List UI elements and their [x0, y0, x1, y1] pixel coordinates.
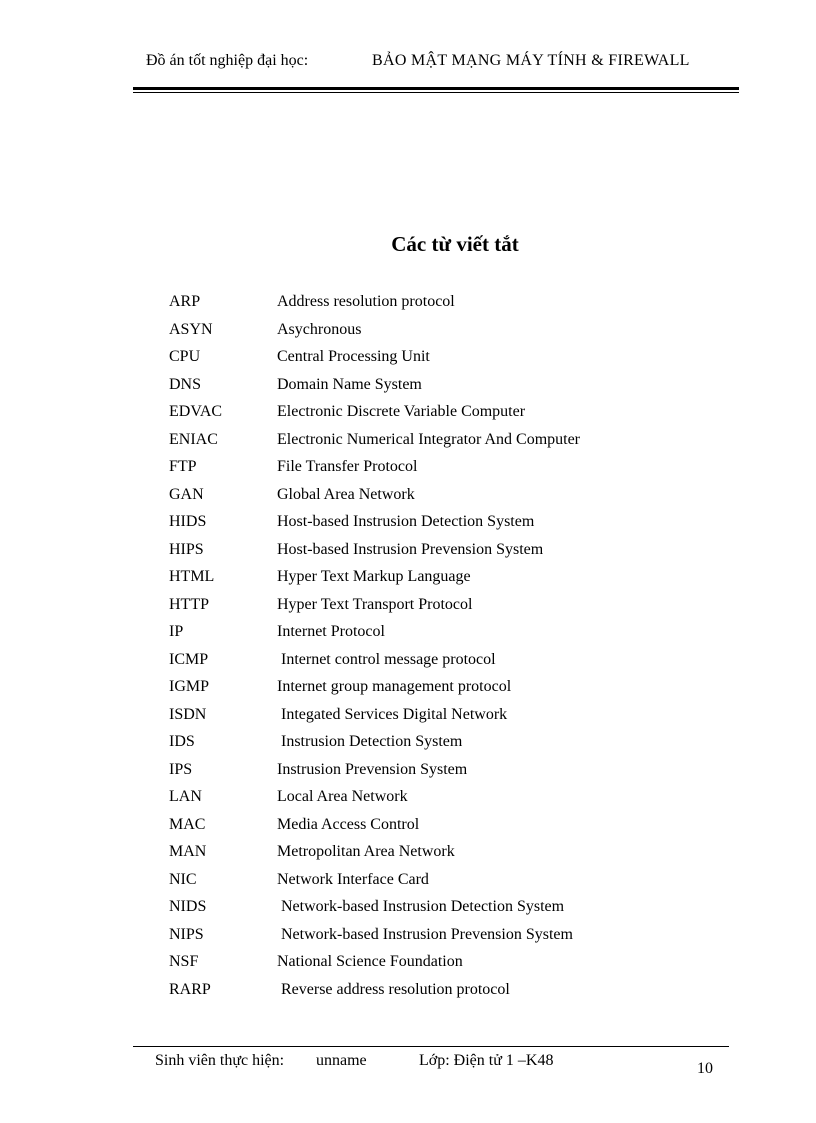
abbreviation-definition: Domain Name System — [277, 375, 422, 393]
abbreviation-term: ICMP — [169, 650, 209, 668]
abbreviation-row — [169, 786, 580, 814]
abbreviation-definition: Instrusion Prevension System — [277, 760, 468, 778]
abbreviation-row — [169, 649, 580, 677]
abbreviation-definition: National Science Foundation — [277, 953, 463, 970]
abbreviation-row — [169, 566, 580, 594]
abbreviation-definition: Hyper Text Markup Language — [277, 568, 471, 585]
abbreviation-term: MAN — [169, 843, 207, 860]
abbreviation-definition: Reverse address resolution protocol — [277, 980, 510, 998]
abbreviation-row — [169, 319, 580, 347]
abbreviation-definition: Instrusion Detection System — [277, 733, 463, 750]
abbreviation-definition: Network Interface Card — [277, 870, 429, 888]
page-number: 10 — [697, 1060, 713, 1077]
abbreviation-definition: Local Area Network — [277, 788, 408, 805]
abbreviation-row — [169, 291, 580, 319]
abbreviation-definition: Internet group management protocol — [277, 678, 512, 695]
abbreviation-definition: Central Processing Unit — [277, 348, 430, 365]
abbreviation-term: ISDN — [169, 705, 207, 723]
abbreviation-term: HIPS — [169, 540, 204, 558]
abbreviation-row — [169, 896, 580, 924]
abbreviation-row — [169, 539, 580, 567]
abbreviation-term: NIPS — [169, 925, 204, 943]
abbreviation-row — [169, 841, 580, 869]
abbreviation-row — [169, 484, 580, 512]
abbreviation-row — [169, 346, 580, 374]
abbreviation-definition: Network-based Instrusion Detection System — [277, 898, 565, 915]
abbreviation-definition: Metropolitan Area Network — [277, 843, 455, 860]
abbreviation-definition: Network-based Instrusion Prevension System — [277, 925, 573, 943]
abbreviation-term: IDS — [169, 733, 195, 750]
abbreviation-definition: Internet Protocol — [277, 623, 385, 640]
abbreviation-definition: Internet control message protocol — [277, 650, 496, 668]
abbreviation-term: CPU — [169, 348, 201, 365]
abbreviation-row — [169, 869, 580, 897]
abbreviation-term: HTML — [169, 568, 215, 585]
header-right-text: BẢO MẬT MẠNG MÁY TÍNH & FIREWALL — [372, 52, 690, 69]
abbreviation-row — [169, 511, 580, 539]
abbreviation-term: FTP — [169, 458, 197, 475]
abbreviation-term: HTTP — [169, 595, 209, 613]
abbreviation-definition: Global Area Network — [277, 485, 415, 503]
abbreviation-row — [169, 429, 580, 457]
abbreviation-term: EDVAC — [169, 403, 223, 420]
abbreviation-definition: Asychronous — [277, 320, 362, 338]
abbreviation-term: ARP — [169, 293, 201, 310]
abbreviation-row — [169, 951, 580, 979]
footer-class: Lớp: Điện tử 1 –K48 — [419, 1052, 554, 1069]
footer-student-label: Sinh viên thực hiện: — [155, 1052, 285, 1069]
abbreviation-definition: Electronic Discrete Variable Computer — [277, 403, 526, 420]
abbreviation-term: RARP — [169, 980, 211, 998]
abbreviation-row — [169, 594, 580, 622]
abbreviation-term: NIC — [169, 870, 197, 888]
abbreviation-definition: Host-based Instrusion Prevension System — [277, 540, 544, 558]
abbreviation-term: ENIAC — [169, 430, 218, 448]
abbreviation-term: MAC — [169, 815, 206, 833]
abbreviation-row — [169, 731, 580, 759]
abbreviation-definition: Media Access Control — [277, 815, 420, 833]
abbreviation-list — [169, 291, 580, 1006]
abbreviation-term: IPS — [169, 760, 193, 778]
abbreviation-term: GAN — [169, 485, 204, 503]
abbreviation-row — [169, 924, 580, 952]
abbreviation-row — [169, 979, 580, 1007]
abbreviation-definition: Hyper Text Transport Protocol — [277, 595, 473, 613]
abbreviation-row — [169, 676, 580, 704]
page-title: Các từ viết tắt — [391, 232, 519, 256]
abbreviation-row — [169, 401, 580, 429]
abbreviation-row — [169, 456, 580, 484]
abbreviation-term: LAN — [169, 788, 202, 805]
abbreviation-row — [169, 759, 580, 787]
abbreviation-definition: Integated Services Digital Network — [277, 705, 508, 723]
abbreviation-definition: Electronic Numerical Integrator And Computer — [277, 430, 581, 448]
abbreviation-row — [169, 374, 580, 402]
abbreviation-row — [169, 814, 580, 842]
header-rule-thick — [133, 87, 739, 90]
footer-student-name: unname — [316, 1052, 367, 1069]
abbreviation-row — [169, 621, 580, 649]
abbreviation-term: DNS — [169, 375, 202, 393]
abbreviation-term: IGMP — [169, 678, 210, 695]
abbreviation-row — [169, 704, 580, 732]
abbreviation-definition: Host-based Instrusion Detection System — [277, 513, 535, 530]
abbreviation-term: NIDS — [169, 898, 207, 915]
abbreviation-term: IP — [169, 623, 184, 640]
abbreviation-term: HIDS — [169, 513, 207, 530]
footer-rule — [133, 1046, 729, 1047]
header-left-text: Đồ án tốt nghiệp đại học: — [146, 52, 309, 69]
header-rule-thin — [133, 92, 739, 93]
abbreviation-definition: Address resolution protocol — [277, 293, 455, 310]
abbreviation-term: ASYN — [169, 320, 213, 338]
abbreviation-term: NSF — [169, 953, 199, 970]
abbreviation-definition: File Transfer Protocol — [277, 458, 418, 475]
